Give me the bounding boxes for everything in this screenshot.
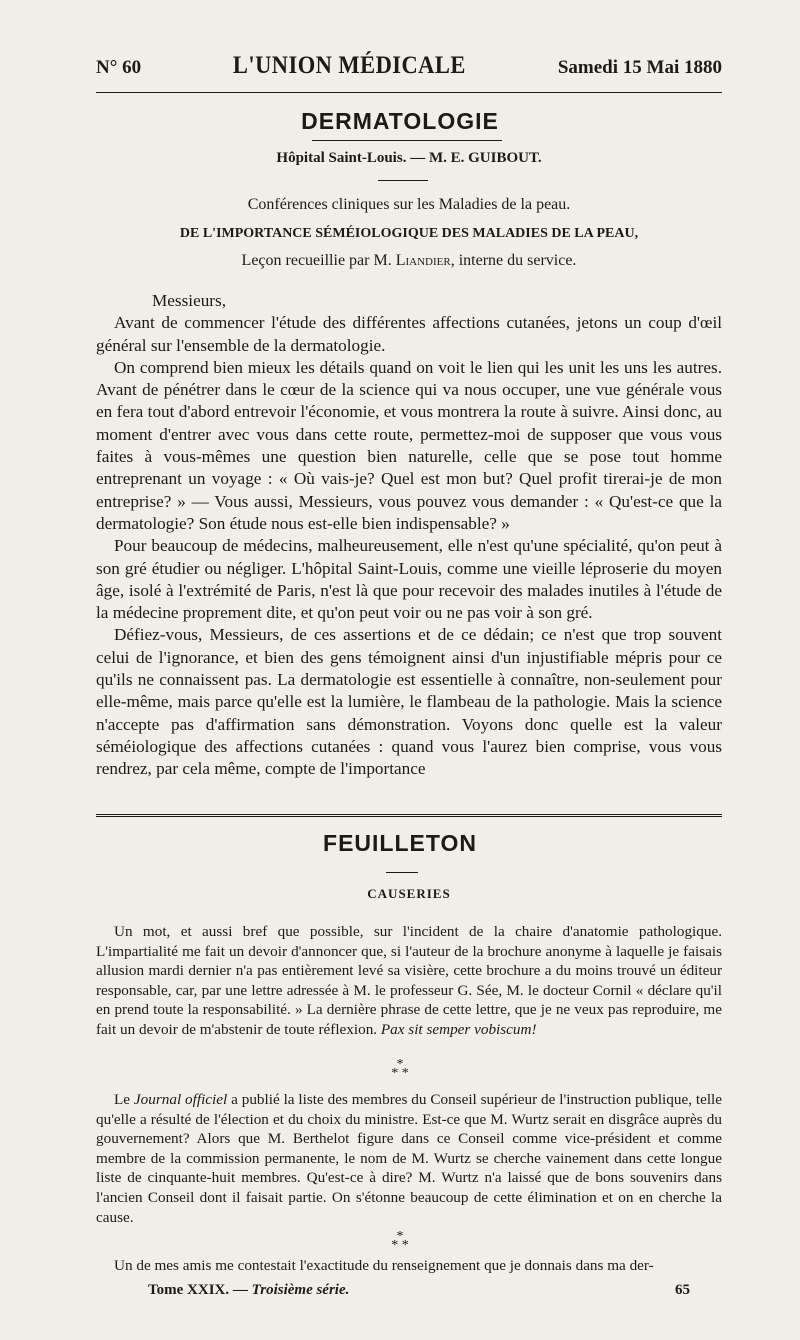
article-paragraph: Défiez-vous, Messieurs, de ces assertions et de ce dédain; ce n'est que trop souvent celui de l'ignorance, et bien des gens témoignent ainsi d'un injustifiable mépris pour ce qu'ils ne connaissent pas. La dermatologie est essentielle à connaître, non-seulement pour elle-même, mais parce qu'elle est la lumière, le flambeau de la pathologie. Mais la science n'accepte pas d'affirmation sans démonstration. Voyons donc quelle est la valeur séméiologique des affections cutanées : quand vous l'aurez bien comprise, vous vous rendrez, par cela même, compte de l'importance	[96, 625, 722, 779]
feuilleton-divider	[96, 814, 722, 817]
article-body	[96, 290, 722, 781]
asterism: * * *	[391, 1057, 409, 1081]
feuilleton-text: Un de mes amis me contestait l'exactitude du renseignement que je donnais dans ma der-	[114, 1257, 654, 1274]
article-paragraph: Pour beaucoup de médecins, malheureusement, elle n'est qu'une spécialité, qu'on peut à son gré étudier ou négliger. L'hôpital Saint-Louis, comme une vieille léproserie du moyen âge, isolé à l'extrémité de Paris, n'est là que pour recevoir des malades inutiles à l'étude de la médecine proprement dite, et qu'on peut voir ou ne pas voir à son gré.	[96, 536, 722, 623]
feuilleton-subtitle: CAUSERIES	[367, 886, 451, 901]
volume-info: Tome XXIX. — Troisième série.	[148, 1282, 350, 1298]
section-underline	[312, 140, 502, 141]
article-paragraph: On comprend bien mieux les détails quand on voit le lien qui les unit les uns les autres. Avant de pénétrer dans le cœur de la science qui va nous occuper, une vue générale vous en fera tout d'abord entrevoir l'économie, et vous montrera la route à suivre. Ainsi donc, au moment d'entrer avec vous dans cette route, permettez-moi de supposer que vous vous faites à vous-mêmes une question bien naturelle, celle que se pose tout homme entreprenant un voyage : « Où vais-je? Quel est mon but? Quel profit tirerai-je de mon entreprise? » — Vous aussi, Messieurs, vous pouvez vous demander : « Qu'est-ce que la dermatologie? Son étude nous est-elle bien indispensable? »	[96, 357, 722, 533]
feuilleton-paragraph-3	[96, 1256, 722, 1276]
salutation: Messieurs,	[152, 291, 226, 310]
lecture-title: DE L'IMPORTANCE SÉMÉIOLOGIQUE DES MALADIES DE LA PEAU,	[179, 226, 639, 241]
issue-number: N° 60	[96, 57, 142, 78]
feuilleton-text: Le	[114, 1091, 131, 1108]
article-paragraph: Avant de commencer l'étude des différentes affections cutanées, jetons un coup d'œil général sur l'ensemble de la dermatologie.	[96, 313, 722, 355]
credit-prefix: Leçon recueillie par M.	[241, 252, 392, 269]
section-title-dermatologie: DERMATOLOGIE	[301, 108, 499, 134]
page-header	[96, 52, 722, 88]
hospital-underline	[378, 180, 428, 181]
section-title-feuilleton: FEUILLETON	[323, 830, 477, 856]
feuilleton-paragraph-2	[96, 1090, 722, 1227]
issue-date: Samedi 15 Mai 1880	[557, 57, 722, 78]
lecture-credit	[96, 252, 722, 270]
feuilleton-paragraph-1	[96, 922, 722, 1040]
latin-quote: Pax sit semper vobiscum!	[380, 1020, 537, 1038]
page-number: 65	[675, 1282, 690, 1298]
hospital-line: Hôpital Saint-Louis. — M. E. GUIBOUT.	[276, 150, 542, 166]
series-title: Conférences cliniques sur les Maladies de la peau.	[247, 196, 571, 213]
credit-name: Liandier	[395, 252, 451, 269]
asterism: * * *	[391, 1229, 409, 1253]
feuilleton-text: Un mot, et aussi bref que possible, sur l'incident de la chaire d'anatomie pathologique. L'impartialité me fait un devoir d'annoncer que, si l'auteur de la brochure anonyme à laquelle je faisais allusion mardi dernier n'a pas entièrement levé sa visière, cette brochure a du moins trouvé un éditeur responsable, car, par une lettre adressée à M. le professeur G. Sée, M. le docteur Cornil « déclare qu'il en prend toute la responsabilité. » La dernière phrase de cette lettre, que je ne veux pas reproduire, me fait un devoir de m'abstenir de toute réflexion.	[96, 923, 722, 1038]
credit-suffix: , interne du service.	[450, 252, 577, 269]
page-footer	[148, 1282, 690, 1299]
feuilleton-text: a publié la liste des membres du Conseil supérieur de l'instruction publique, telle qu'elle a résulté de l'élection et du choix du ministre. Est-ce que M. Wurtz serait en disgrâce auprès du gouvernement? Alors que M. Berthelot figure dans ce Conseil comme vice-président et comme membre de la commission permanente, le nom de M. Wurtz se cherche vainement dans cette longue liste de cinquante-huit membres. Qu'est-ce à dire? M. Wurtz n'a laissé que de bons souvenirs dans l'ancien Conseil dont il faisait partie. On s'étonne beaucoup de cette élimination et on en cherche la cause.	[96, 1091, 723, 1226]
journal-title: L'UNION MÉDICALE	[233, 52, 466, 79]
feuilleton-underline	[386, 872, 418, 873]
header-rule	[96, 92, 722, 93]
journal-officiel: Journal officiel	[133, 1091, 228, 1108]
